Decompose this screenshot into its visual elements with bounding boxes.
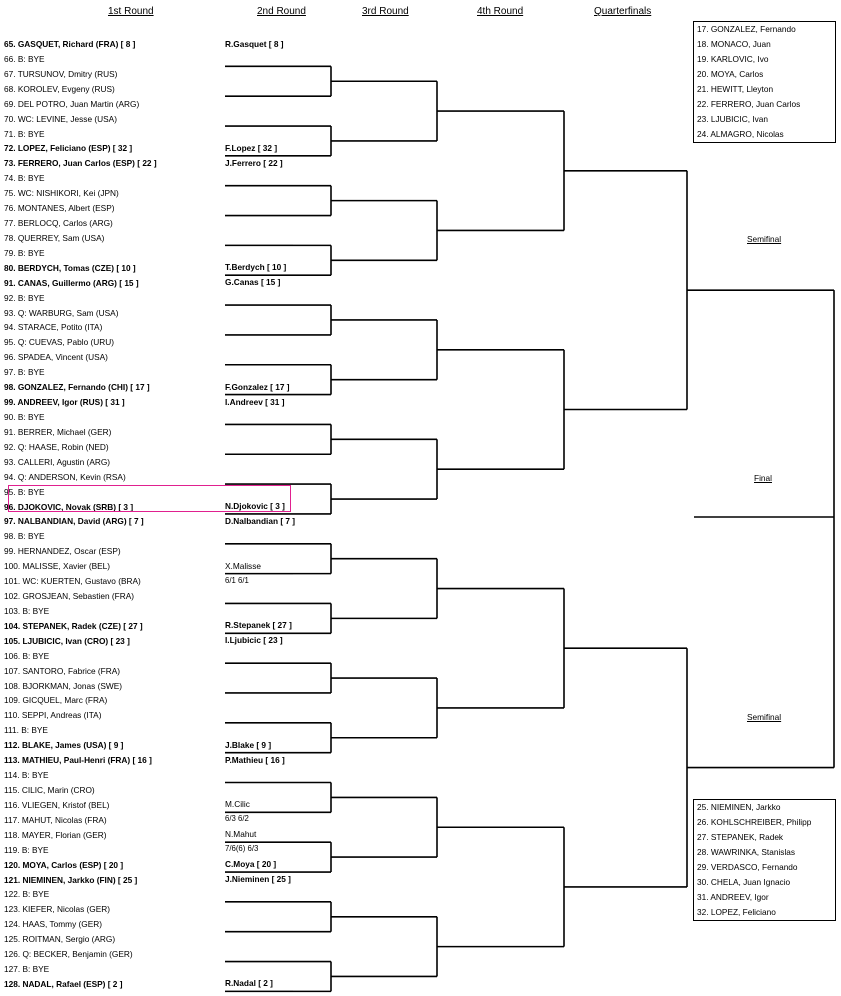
player-entry: 99. ANDREEV, Igor (RUS) [ 31 ] bbox=[4, 397, 125, 408]
player-entry: 94. Q: ANDERSON, Kevin (RSA) bbox=[4, 471, 126, 482]
player-entry: 72. LOPEZ, Feliciano (ESP) [ 32 ] bbox=[4, 143, 133, 154]
seed-entry: 26. KOHLSCHREIBER, Philipp bbox=[697, 817, 812, 827]
player-entry: 105. LJUBICIC, Ivan (CRO) [ 23 ] bbox=[4, 635, 130, 646]
highlight-box bbox=[8, 485, 291, 512]
player-entry: 128. NADAL, Rafael (ESP) [ 2 ] bbox=[4, 978, 123, 989]
quarter-seeds-top-box bbox=[693, 21, 836, 143]
player-entry: 114. B: BYE bbox=[4, 770, 49, 781]
player-entry: 100. MALISSE, Xavier (BEL) bbox=[4, 561, 111, 572]
player-entry: 92. Q: HAASE, Robin (NED) bbox=[4, 441, 109, 452]
second-round-entry: J.Blake [ 9 ] bbox=[225, 739, 272, 750]
player-entry: 119. B: BYE bbox=[4, 844, 49, 855]
player-entry: 113. MATHIEU, Paul-Henri (FRA) [ 16 ] bbox=[4, 755, 152, 766]
second-round-entry: D.Nalbandian [ 7 ] bbox=[225, 515, 296, 526]
player-entry: 95. Q: CUEVAS, Pablo (URU) bbox=[4, 337, 115, 348]
player-entry: 95. B: BYE bbox=[4, 486, 45, 497]
seed-entry: 32. LOPEZ, Feliciano bbox=[697, 907, 776, 917]
player-entry: 103. B: BYE bbox=[4, 605, 50, 616]
player-entry: 66. B: BYE bbox=[4, 53, 45, 64]
player-entry: 107. SANTORO, Fabrice (FRA) bbox=[4, 665, 121, 676]
match-score: 6/1 6/1 bbox=[225, 575, 249, 585]
second-round-entry: F.Lopez [ 32 ] bbox=[225, 142, 278, 153]
player-entry: 117. MAHUT, Nicolas (FRA) bbox=[4, 814, 107, 825]
second-round-entry: C.Moya [ 20 ] bbox=[225, 859, 277, 870]
seed-entry: 23. LJUBICIC, Ivan bbox=[697, 114, 769, 124]
round-header-2: 2nd Round bbox=[257, 6, 306, 17]
player-entry: 96. SPADEA, Vincent (USA) bbox=[4, 352, 108, 363]
player-entry: 101. WC: KUERTEN, Gustavo (BRA) bbox=[4, 576, 141, 587]
player-entry: 75. WC: NISHIKORI, Kei (JPN) bbox=[4, 188, 119, 199]
player-entry: 108. BJORKMAN, Jonas (SWE) bbox=[4, 680, 123, 691]
player-entry: 112. BLAKE, James (USA) [ 9 ] bbox=[4, 740, 124, 751]
quarter-seeds-bottom-box bbox=[693, 799, 836, 921]
player-entry: 120. MOYA, Carlos (ESP) [ 20 ] bbox=[4, 859, 124, 870]
seed-entry: 27. STEPANEK, Radek bbox=[697, 832, 784, 842]
player-entry: 126. Q: BECKER, Benjamin (GER) bbox=[4, 949, 133, 960]
second-round-entry: G.Canas [ 15 ] bbox=[225, 277, 281, 288]
player-entry: 127. B: BYE bbox=[4, 964, 50, 975]
player-entry: 97. B: BYE bbox=[4, 367, 45, 378]
match-score: 6/3 6/2 bbox=[225, 814, 249, 824]
seed-entry: 20. MOYA, Carlos bbox=[697, 69, 764, 79]
player-entry: 97. NALBANDIAN, David (ARG) [ 7 ] bbox=[4, 516, 144, 527]
player-entry: 122. B: BYE bbox=[4, 889, 50, 900]
second-round-entry: P.Mathieu [ 16 ] bbox=[225, 754, 285, 765]
player-entry: 71. B: BYE bbox=[4, 128, 45, 139]
player-entry: 121. NIEMINEN, Jarkko (FIN) [ 25 ] bbox=[4, 874, 138, 885]
player-entry: 118. MAYER, Florian (GER) bbox=[4, 829, 107, 840]
player-entry: 74. B: BYE bbox=[4, 173, 45, 184]
player-entry: 115. CILIC, Marin (CRO) bbox=[4, 785, 95, 795]
player-entry: 106. B: BYE bbox=[4, 650, 50, 661]
player-entry: 125. ROITMAN, Sergio (ARG) bbox=[4, 934, 116, 945]
player-entry: 69. DEL POTRO, Juan Martin (ARG) bbox=[4, 98, 140, 109]
player-entry: 98. B: BYE bbox=[4, 531, 45, 542]
round-header-1: 1st Round bbox=[108, 6, 154, 17]
seed-entry: 22. FERRERO, Juan Carlos bbox=[697, 99, 801, 109]
player-entry: 96. DJOKOVIC, Novak (SRB) [ 3 ] bbox=[4, 501, 134, 512]
second-round-entry: N.Mahut bbox=[225, 829, 257, 840]
second-round-entry: R.Gasquet [ 8 ] bbox=[225, 38, 284, 49]
second-round-entry: I.Andreev [ 31 ] bbox=[225, 396, 285, 407]
player-entry: 124. HAAS, Tommy (GER) bbox=[4, 919, 103, 930]
round-header-4: 4th Round bbox=[477, 6, 524, 17]
round-header-quarterfinals: Quarterfinals bbox=[594, 6, 652, 17]
player-entry: 91. CANAS, Guillermo (ARG) [ 15 ] bbox=[4, 277, 139, 288]
semifinal-label-bottom: Semifinal bbox=[747, 712, 782, 722]
second-round-entry: N.Djokovic [ 3 ] bbox=[225, 501, 285, 512]
player-entry: 93. CALLERI, Agustin (ARG) bbox=[4, 456, 111, 467]
player-entry: 111. B: BYE bbox=[4, 725, 48, 736]
seed-entry: 24. ALMAGRO, Nicolas bbox=[697, 129, 784, 139]
player-entry: 73. FERRERO, Juan Carlos (ESP) [ 22 ] bbox=[4, 158, 157, 169]
player-entry: 79. B: BYE bbox=[4, 247, 45, 258]
seed-entry: 31. ANDREEV, Igor bbox=[697, 892, 769, 902]
seed-entry: 21. HEWITT, Lleyton bbox=[697, 84, 774, 94]
second-round-entry: M.Cilic bbox=[225, 799, 250, 810]
player-entry: 98. GONZALEZ, Fernando (CHI) [ 17 ] bbox=[4, 382, 150, 393]
player-entry: 78. QUERREY, Sam (USA) bbox=[4, 232, 105, 243]
player-entry: 104. STEPANEK, Radek (CZE) [ 27 ] bbox=[4, 620, 143, 631]
final-label: Final bbox=[754, 473, 772, 483]
player-entry: 68. KOROLEV, Evgeny (RUS) bbox=[4, 83, 115, 94]
player-entry: 76. MONTANES, Albert (ESP) bbox=[4, 203, 115, 214]
player-entry: 90. B: BYE bbox=[4, 412, 45, 422]
player-entry: 80. BERDYCH, Tomas (CZE) [ 10 ] bbox=[4, 262, 136, 273]
seed-entry: 17. GONZALEZ, Fernando bbox=[697, 24, 796, 34]
seed-entry: 25. NIEMINEN, Jarkko bbox=[697, 802, 781, 812]
semifinal-label-top: Semifinal bbox=[747, 234, 782, 244]
second-round-entry: J.Ferrero [ 22 ] bbox=[225, 157, 283, 168]
player-entry: 110. SEPPI, Andreas (ITA) bbox=[4, 710, 102, 721]
second-round-entry: R.Nadal [ 2 ] bbox=[225, 978, 273, 989]
seed-entry: 28. WAWRINKA, Stanislas bbox=[697, 847, 796, 857]
second-round-entry: X.Malisse bbox=[225, 560, 261, 571]
seed-entry: 30. CHELA, Juan Ignacio bbox=[697, 877, 791, 887]
player-entry: 70. WC: LEVINE, Jesse (USA) bbox=[4, 113, 117, 124]
seed-entry: 19. KARLOVIC, Ivo bbox=[697, 54, 769, 64]
seed-entry: 29. VERDASCO, Fernando bbox=[697, 862, 798, 872]
player-entry: 65. GASQUET, Richard (FRA) [ 8 ] bbox=[4, 39, 136, 49]
player-entry: 123. KIEFER, Nicolas (GER) bbox=[4, 904, 111, 915]
seed-entry: 18. MONACO, Juan bbox=[697, 39, 771, 49]
player-entry: 67. TURSUNOV, Dmitry (RUS) bbox=[4, 68, 118, 79]
player-entry: 91. BERRER, Michael (GER) bbox=[4, 426, 112, 437]
round-header-3: 3rd Round bbox=[362, 6, 409, 17]
player-entry: 77. BERLOCQ, Carlos (ARG) bbox=[4, 218, 113, 229]
second-round-entry: T.Berdych [ 10 ] bbox=[225, 262, 287, 273]
second-round-entry: I.Ljubicic [ 23 ] bbox=[225, 635, 283, 646]
second-round-entry: J.Nieminen [ 25 ] bbox=[225, 874, 291, 885]
player-entry: 102. GROSJEAN, Sebastien (FRA) bbox=[4, 591, 135, 602]
second-round-entry: R.Stepanek [ 27 ] bbox=[225, 620, 292, 631]
player-entry: 109. GICQUEL, Marc (FRA) bbox=[4, 695, 108, 706]
second-round-entry: F.Gonzalez [ 17 ] bbox=[225, 381, 290, 392]
player-entry: 93. Q: WARBURG, Sam (USA) bbox=[4, 307, 119, 318]
match-score: 7/6(6) 6/3 bbox=[225, 844, 259, 854]
player-entry: 92. B: BYE bbox=[4, 292, 45, 303]
player-entry: 94. STARACE, Potito (ITA) bbox=[4, 322, 103, 333]
player-entry: 116. VLIEGEN, Kristof (BEL) bbox=[4, 799, 110, 810]
player-entry: 99. HERNANDEZ, Oscar (ESP) bbox=[4, 546, 121, 557]
